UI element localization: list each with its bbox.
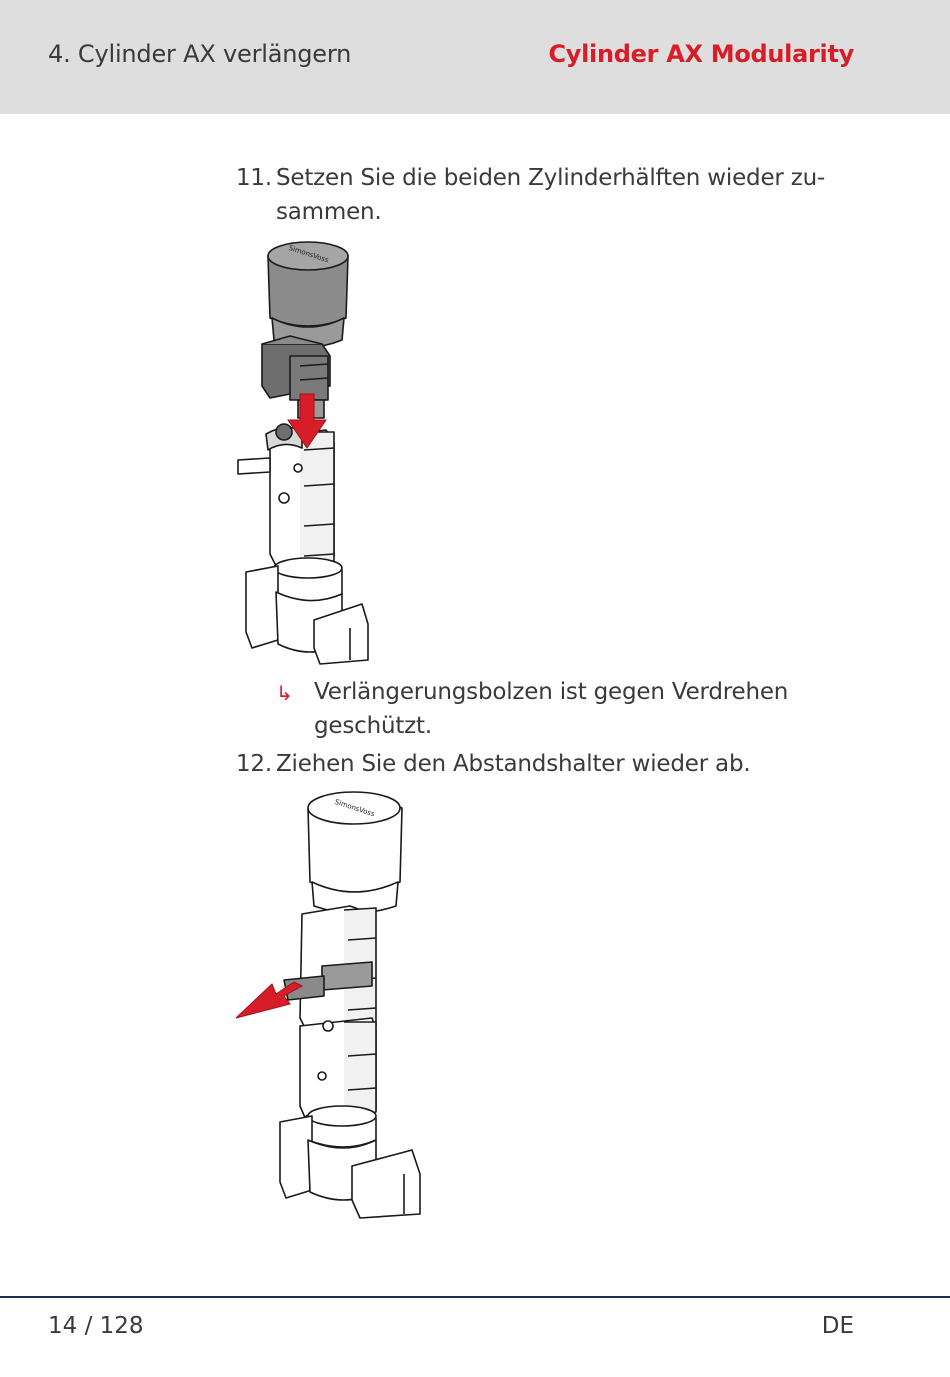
brand-mark: SimonsVoss — [333, 797, 376, 819]
page-header — [0, 0, 950, 114]
step-text: Ziehen Sie den Abstandshalter wieder ab. — [276, 751, 751, 777]
step-11 — [236, 161, 836, 229]
page-number: 14 / 128 — [48, 1313, 144, 1339]
footer-divider — [0, 1296, 950, 1298]
language-code: DE — [821, 1313, 854, 1339]
figure-assemble-halves — [230, 236, 380, 668]
result-text: Verlängerungsbolzen ist gegen Verdrehen geschützt. — [314, 679, 789, 739]
figure-remove-spacer — [232, 790, 428, 1222]
step-11-result — [276, 675, 836, 743]
step-text: Setzen Sie die beiden Zylinderhälften wieder zu-sammen. — [276, 165, 826, 225]
product-title: Cylinder AX Modularity — [548, 40, 854, 68]
step-number: 11. — [236, 165, 272, 191]
step-12 — [236, 747, 836, 781]
chapter-title: 4. Cylinder AX verlängern — [48, 40, 352, 68]
result-arrow-icon: ↳ — [276, 681, 293, 705]
brand-mark: SimonsVoss — [287, 243, 330, 265]
step-number: 12. — [236, 751, 272, 777]
